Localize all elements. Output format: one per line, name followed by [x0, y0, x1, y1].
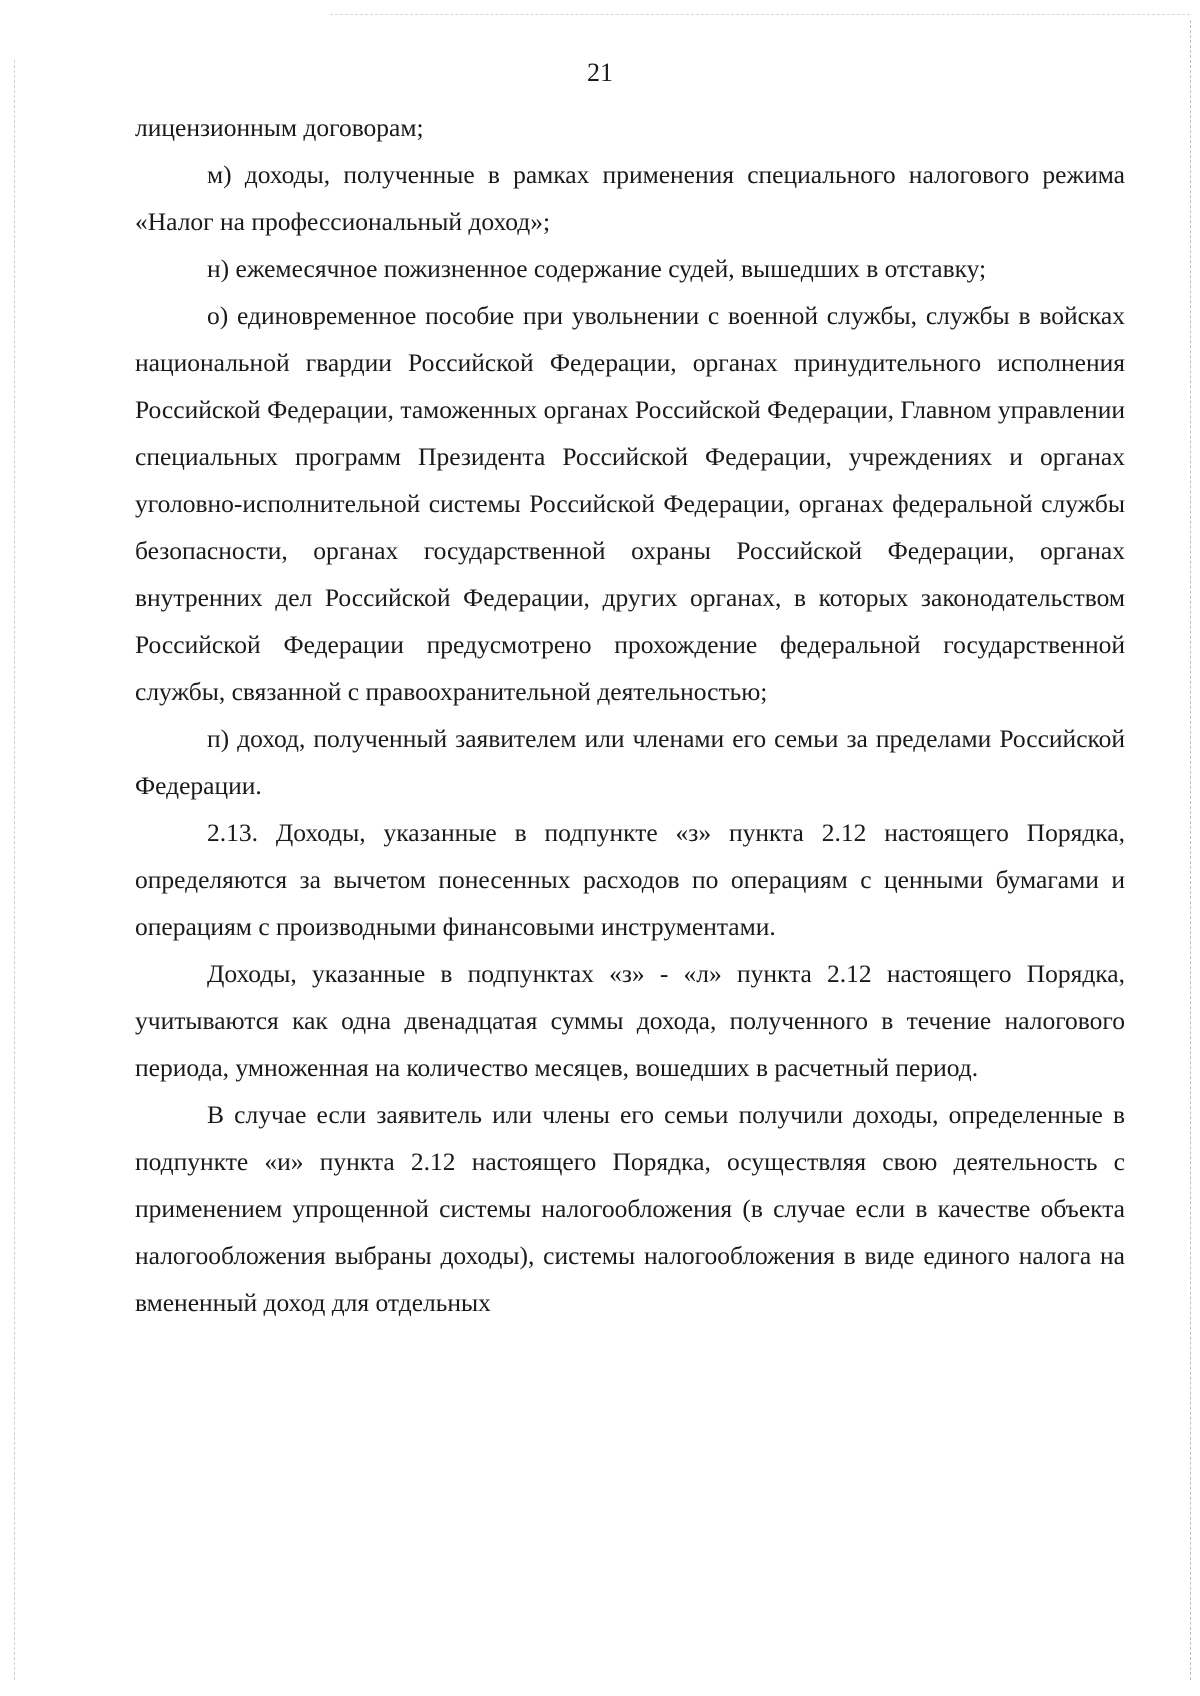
paragraph: н) ежемесячное пожизненное содержание судей, вышедших в отставку;: [207, 254, 987, 283]
scan-edge-left: [14, 60, 15, 1680]
document-body: [135, 104, 1125, 1326]
page-number: 21: [587, 58, 613, 87]
paragraph: В случае если заявитель или члены его семьи получили доходы, определенные в подпункте «и» пункта 2.12 настоящего Порядка, осуществляя свою деятельность с применением упрощенной системы налогообложения (в случае если в качестве объекта налогообложения выбраны доходы), системы налогообложения в виде единого налога на вмененный доход для отдельных: [135, 1100, 1125, 1317]
paragraph: о) единовременное пособие при увольнении с военной службы, службы в войсках национальной гвардии Российской Федерации, органах принудительного исполнения Российской Федерации, таможенных органах Российской Федерации, Главном управлении специальных программ Президента Российской Федерации, учреждениях и органах уголовно-исполнительной системы Российской Федерации, органах федеральной службы безопасности, органах государственной охраны Российской Федерации, органах внутренних дел Российской Федерации, других органах, в которых законодательством Российской Федерации предусмотрено прохождение федеральной государственной службы, связанной с правоохранительной деятельностью;: [135, 301, 1125, 706]
paragraph: м) доходы, полученные в рамках применения специального налогового режима «Налог на профессиональный доход»;: [135, 160, 1125, 236]
paragraph: Доходы, указанные в подпунктах «з» - «л» пункта 2.12 настоящего Порядка, учитываются как одна двенадцатая суммы дохода, полученного в течение налогового периода, умноженная на количество месяцев, вошедших в расчетный период.: [135, 959, 1125, 1082]
scan-edge-top: [330, 14, 1190, 15]
paragraph: п) доход, полученный заявителем или членами его семьи за пределами Российской Федерации.: [135, 724, 1125, 800]
paragraph: лицензионным договорам;: [135, 113, 424, 142]
paragraph: 2.13. Доходы, указанные в подпункте «з» пункта 2.12 настоящего Порядка, определяются за вычетом понесенных расходов по операциям с ценными бумагами и операциям с производными финансовыми инструментами.: [135, 818, 1125, 941]
scan-edge-right: [1190, 20, 1191, 1680]
